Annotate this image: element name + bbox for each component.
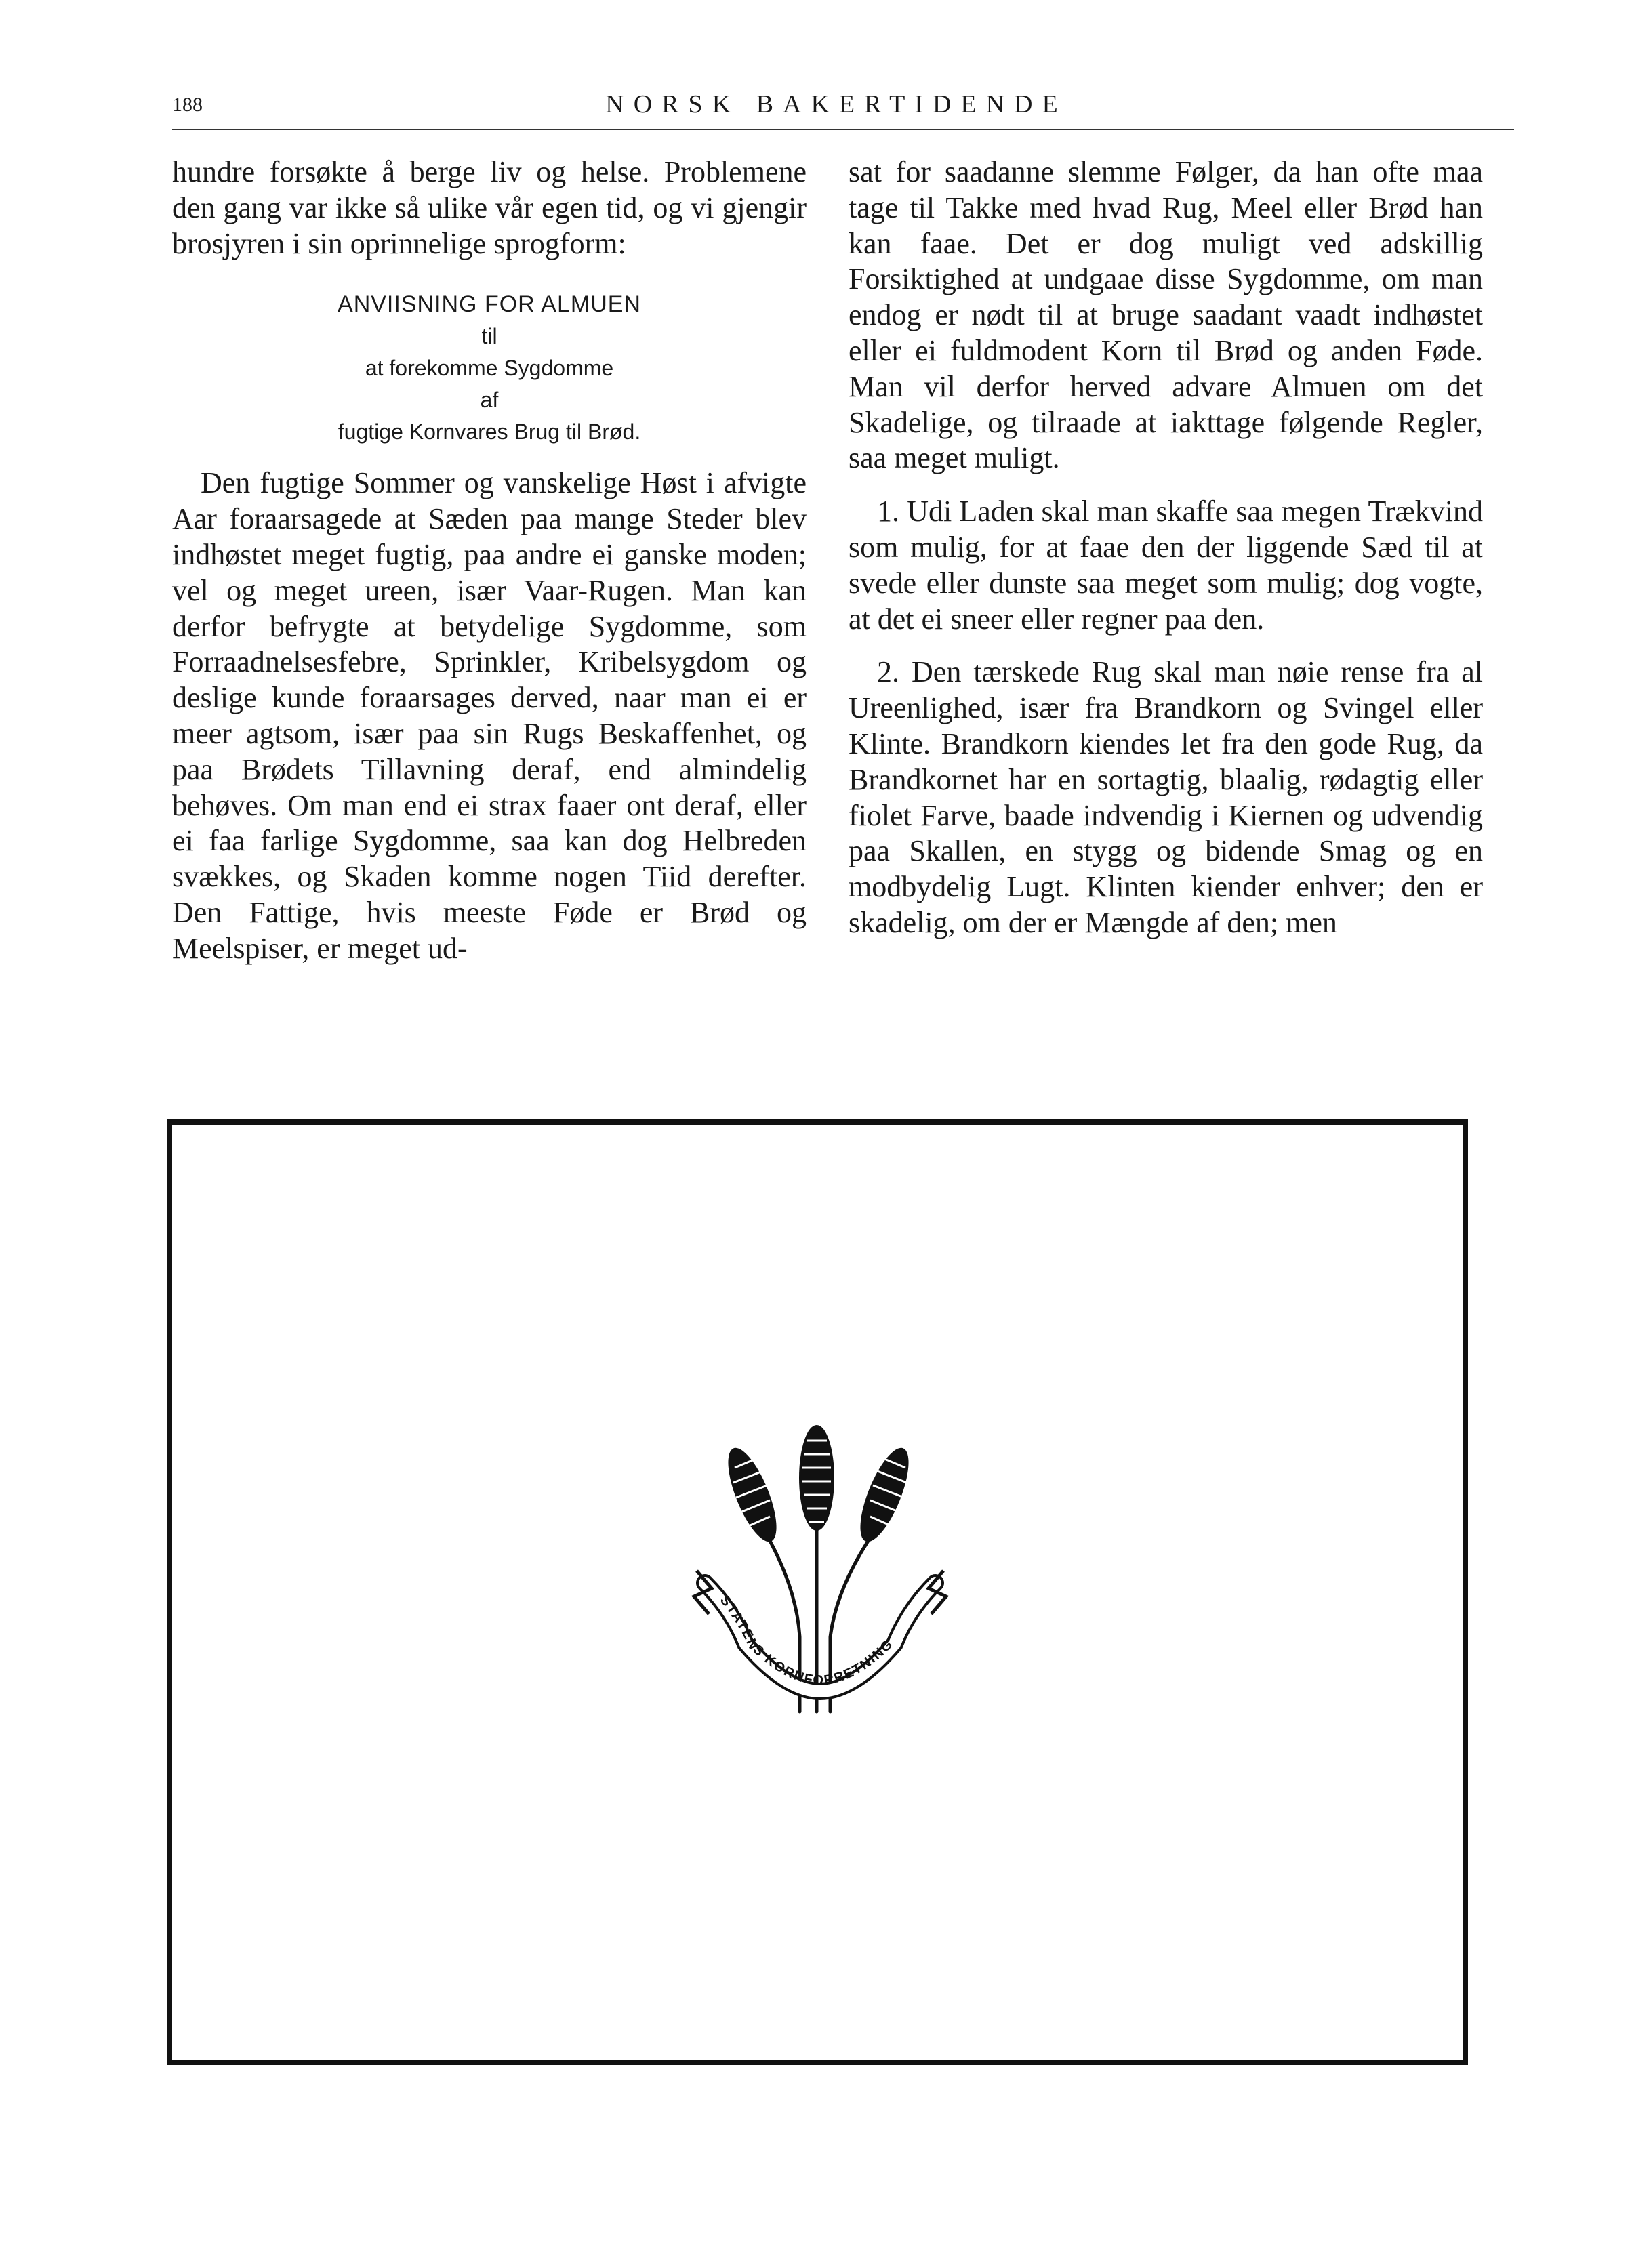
- page-header: [172, 87, 1501, 127]
- page-number: 188: [172, 94, 203, 116]
- rule-2-paragraph: 2. Den tærskede Rug skal man nøie rense fra al Ureenlighed, især fra Brandkorn og Svingel eller Klinte. Brandkorn kiendes let fra den gode Rug, da Brandkornet har en sortagtig, blaalig, rødagtig eller fiolet Farve, baade indvendig i Kiernen og udvendig paa Skallen, en stygg og bidende Smag og en modbydelig Lugt. Klinten kiender enhver; den er skadelig, om der er Mængde af den; men: [849, 655, 1483, 939]
- body-paragraph: Den fugtige Sommer og vanskelige Høst i afvigte Aar foraarsagede at Sæden paa mange Steder blev indhøstet meget fugtig, paa andre ei ganske moden; vel og meget ureen, især Vaar-Rugen. Man kan derfor befrygte at betydelige Sygdomme, som Forraadnelsesfebre, Sprinkler, Kribelsygdom og deslige kunde foraarsages derved, naar man ei er meer agtsom, især paa sin Rugs Beskaffenhet, og paa Brødets Tillavning deraf, end almindelig behøves. Om man end ei strax faaer ont deraf, eller ei faa farlige Sygdomme, saa kan dog Helbreden svækkes, og Skaden komme nogen Tiid derefter. Den Fattige, hvis meeste Føde er Brød og Meelspiser, er meget ud-: [172, 466, 807, 965]
- intro-paragraph: hundre forsøkte å berge liv og helse. Problemene den gang var ikke så ulike vår egen tid, og vi gjengir brosjyren i sin oprinnelige sprogform:: [172, 155, 807, 260]
- emblem-text: STATENS KORNFORRETNING: [716, 1592, 897, 1689]
- right-column: [849, 154, 1483, 941]
- paragraph-continuation: sat for saadanne slemme Følger, da han ofte maa tage til Takke med hvad Rug, Meel eller Brød han kan faae. Det er dog muligt ved adskillig Forsiktighed at undgaae disse Sygdomme, om man endog er nødt til at bruge saadant vaadt indhøstet eller ei fuldmodent Korn til Brød og anden Føde. Man vil derfor herved advare Almuen om det Skadelige, og tilraade at iakttage følgende Regler, saa meget muligt.: [849, 155, 1483, 475]
- heading-line-5: fugtige Kornvares Brug til Brød.: [338, 419, 641, 445]
- heading-line-4: af: [480, 388, 499, 413]
- left-column: [172, 154, 807, 967]
- heading-line-3: at forekomme Sygdomme: [365, 356, 614, 381]
- pamphlet-heading: [172, 289, 807, 448]
- rule-1-paragraph: 1. Udi Laden skal man skaffe saa megen Trækvind som mulig, for at faae den der liggende Sæd til at svede eller dunste saa meget som mulig; dog vogte, at det ei sneer eller regner paa den.: [849, 495, 1483, 636]
- running-title: NORSK BAKERTIDENDE: [605, 90, 1067, 119]
- heading-line-1: ANVIISNING FOR ALMUEN: [338, 291, 641, 318]
- wheat-emblem-icon: [685, 1414, 956, 1718]
- heading-line-2: til: [481, 324, 497, 349]
- header-rule: [172, 129, 1514, 130]
